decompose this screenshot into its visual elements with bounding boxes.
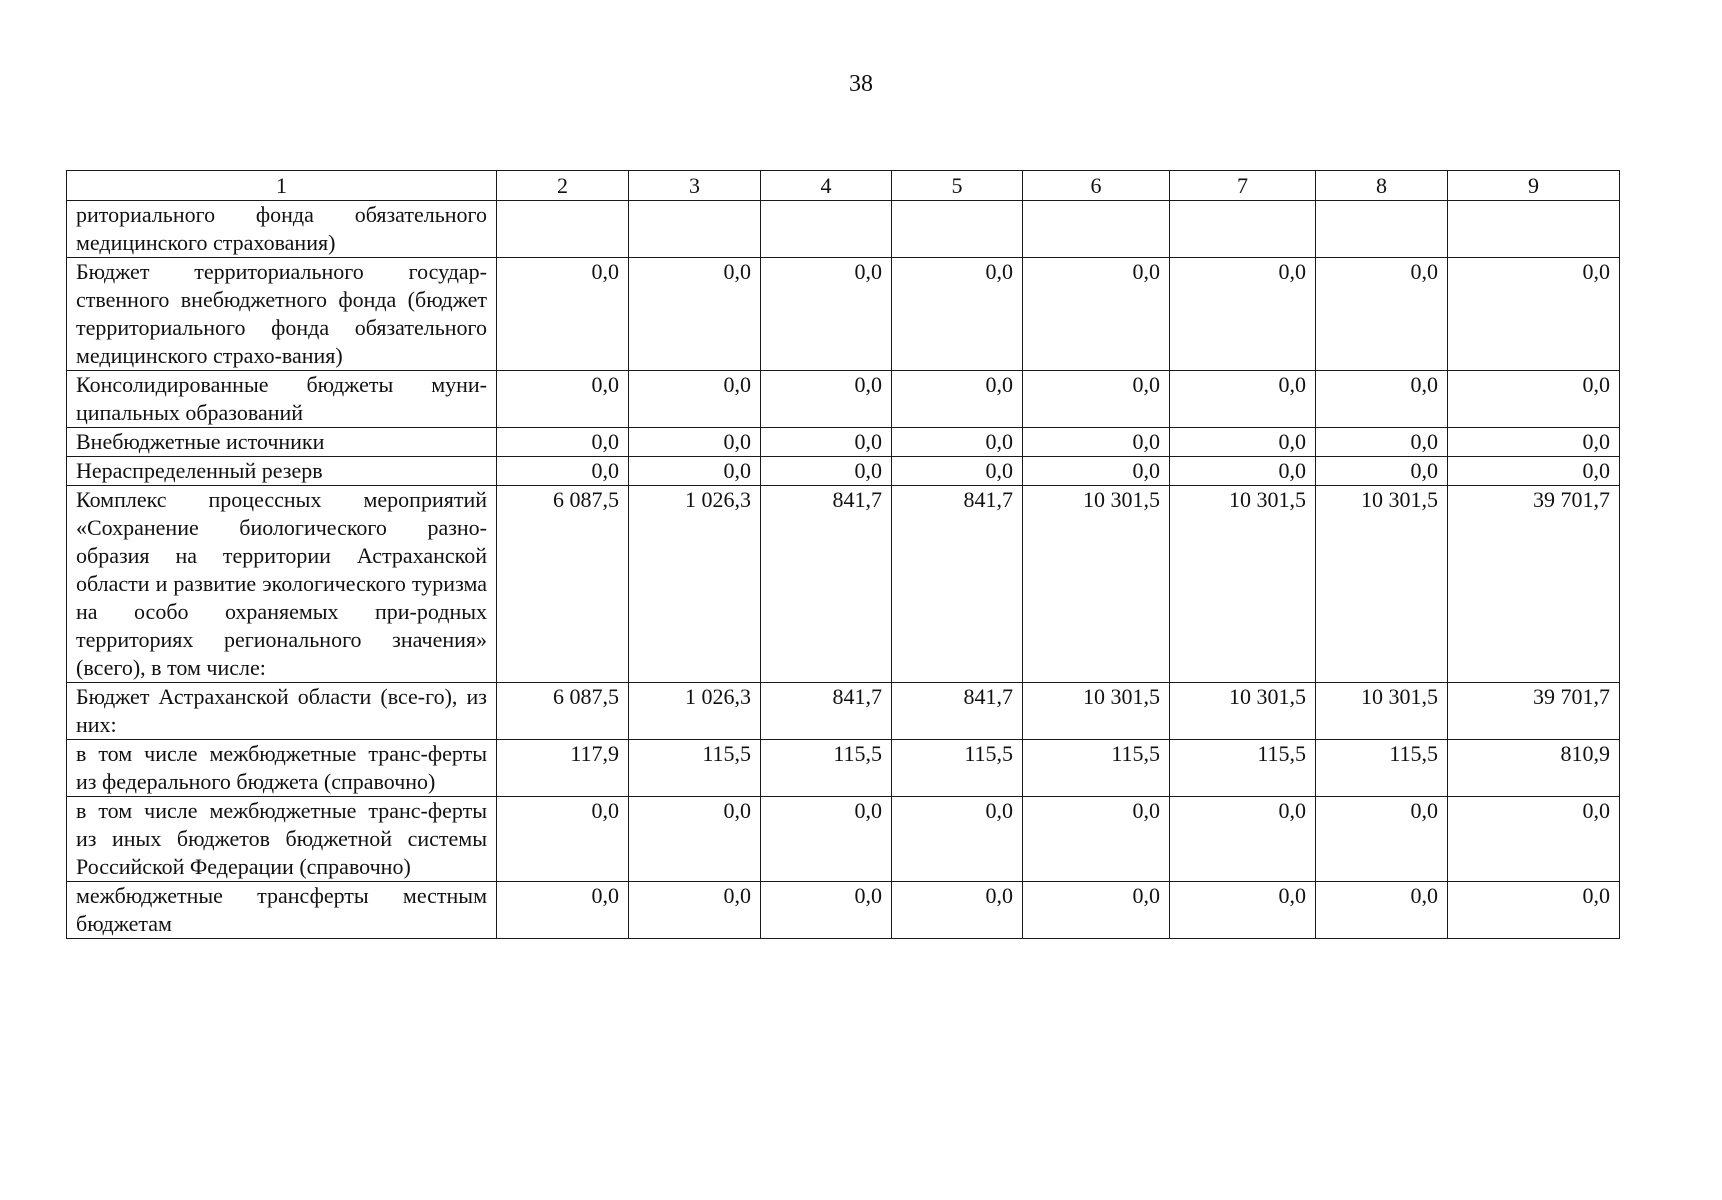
table-header-row [67, 171, 1620, 201]
table-row [67, 258, 1620, 371]
value-cell: 810,9 [1448, 740, 1620, 797]
value-cell [1023, 201, 1170, 258]
value-cell [1316, 201, 1448, 258]
value-cell: 0,0 [892, 882, 1023, 939]
value-cell: 0,0 [761, 882, 892, 939]
value-cell: 0,0 [761, 457, 892, 486]
value-cell: 1 026,3 [629, 683, 761, 740]
value-cell: 0,0 [629, 797, 761, 882]
row-label: в том числе межбюджетные транс-ферты из иных бюджетов бюджетной системы Российской Федерации (справочно) [67, 797, 497, 882]
value-cell: 10 301,5 [1023, 486, 1170, 683]
value-cell: 0,0 [497, 428, 629, 457]
column-header: 6 [1023, 171, 1170, 201]
value-cell: 39 701,7 [1448, 683, 1620, 740]
table-row [67, 486, 1620, 683]
column-header: 5 [892, 171, 1023, 201]
value-cell: 841,7 [892, 683, 1023, 740]
value-cell: 10 301,5 [1170, 683, 1316, 740]
column-header: 4 [761, 171, 892, 201]
value-cell: 0,0 [761, 797, 892, 882]
value-cell: 0,0 [629, 258, 761, 371]
row-label: Бюджет Астраханской области (все-го), из них: [67, 683, 497, 740]
column-header: 1 [67, 171, 497, 201]
value-cell: 6 087,5 [497, 683, 629, 740]
row-label: Бюджет территориального государ-ственного внебюджетного фонда (бюджет территориального фонда обязательного медицинского страхо-вания) [67, 258, 497, 371]
value-cell [761, 201, 892, 258]
value-cell: 0,0 [1448, 371, 1620, 428]
value-cell: 0,0 [761, 428, 892, 457]
value-cell: 115,5 [761, 740, 892, 797]
row-label: в том числе межбюджетные транс-ферты из федерального бюджета (справочно) [67, 740, 497, 797]
value-cell: 39 701,7 [1448, 486, 1620, 683]
row-label: Внебюджетные источники [67, 428, 497, 457]
table-row [67, 428, 1620, 457]
row-label: Нераспределенный резерв [67, 457, 497, 486]
value-cell [1170, 201, 1316, 258]
value-cell: 115,5 [629, 740, 761, 797]
value-cell: 0,0 [1316, 428, 1448, 457]
value-cell: 0,0 [761, 258, 892, 371]
value-cell: 0,0 [497, 797, 629, 882]
value-cell: 0,0 [1170, 457, 1316, 486]
value-cell: 0,0 [1170, 797, 1316, 882]
value-cell: 0,0 [1170, 428, 1316, 457]
value-cell: 0,0 [1023, 882, 1170, 939]
value-cell: 0,0 [629, 371, 761, 428]
value-cell: 841,7 [761, 683, 892, 740]
value-cell: 0,0 [1023, 428, 1170, 457]
value-cell: 1 026,3 [629, 486, 761, 683]
value-cell: 6 087,5 [497, 486, 629, 683]
value-cell: 0,0 [1170, 258, 1316, 371]
value-cell: 0,0 [1023, 797, 1170, 882]
value-cell: 10 301,5 [1023, 683, 1170, 740]
value-cell [892, 201, 1023, 258]
row-label: Консолидированные бюджеты муни-ципальных образований [67, 371, 497, 428]
value-cell: 0,0 [1448, 258, 1620, 371]
table-row [67, 371, 1620, 428]
value-cell: 0,0 [1170, 882, 1316, 939]
budget-table [66, 170, 1620, 939]
row-label: межбюджетные трансферты местным бюджетам [67, 882, 497, 939]
value-cell: 0,0 [892, 428, 1023, 457]
table-row [67, 457, 1620, 486]
value-cell: 0,0 [1316, 457, 1448, 486]
value-cell: 0,0 [1448, 457, 1620, 486]
value-cell: 0,0 [1023, 258, 1170, 371]
value-cell: 0,0 [629, 882, 761, 939]
value-cell: 115,5 [1023, 740, 1170, 797]
value-cell: 0,0 [1170, 371, 1316, 428]
value-cell: 0,0 [497, 371, 629, 428]
table-row [67, 882, 1620, 939]
value-cell: 10 301,5 [1170, 486, 1316, 683]
value-cell: 10 301,5 [1316, 486, 1448, 683]
value-cell: 0,0 [1023, 371, 1170, 428]
value-cell: 0,0 [892, 258, 1023, 371]
value-cell: 115,5 [1316, 740, 1448, 797]
value-cell: 0,0 [1316, 797, 1448, 882]
value-cell: 841,7 [892, 486, 1023, 683]
value-cell: 0,0 [892, 371, 1023, 428]
column-header: 7 [1170, 171, 1316, 201]
value-cell: 0,0 [497, 457, 629, 486]
column-header: 8 [1316, 171, 1448, 201]
value-cell: 115,5 [892, 740, 1023, 797]
value-cell: 0,0 [1448, 882, 1620, 939]
value-cell: 0,0 [629, 457, 761, 486]
value-cell: 0,0 [497, 258, 629, 371]
value-cell: 0,0 [1448, 797, 1620, 882]
value-cell: 0,0 [892, 797, 1023, 882]
value-cell [497, 201, 629, 258]
value-cell: 0,0 [497, 882, 629, 939]
column-header: 3 [629, 171, 761, 201]
value-cell: 0,0 [1316, 371, 1448, 428]
table-row [67, 683, 1620, 740]
row-label: Комплекс процессных мероприятий «Сохранение биологического разно-образия на территории Астраханской области и развитие экологического туризма на особо охраняемых при-родных территориях регионального значения» (всего), в том числе: [67, 486, 497, 683]
value-cell: 0,0 [1448, 428, 1620, 457]
value-cell: 0,0 [629, 428, 761, 457]
value-cell: 0,0 [892, 457, 1023, 486]
value-cell [629, 201, 761, 258]
table-row [67, 797, 1620, 882]
column-header: 2 [497, 171, 629, 201]
column-header: 9 [1448, 171, 1620, 201]
value-cell: 0,0 [1316, 258, 1448, 371]
table-row [67, 740, 1620, 797]
value-cell: 841,7 [761, 486, 892, 683]
table-row [67, 201, 1620, 258]
value-cell: 115,5 [1170, 740, 1316, 797]
value-cell: 10 301,5 [1316, 683, 1448, 740]
value-cell: 0,0 [761, 371, 892, 428]
value-cell: 0,0 [1023, 457, 1170, 486]
row-label: риториального фонда обязательного медицинского страхования) [67, 201, 497, 258]
value-cell: 0,0 [1316, 882, 1448, 939]
value-cell [1448, 201, 1620, 258]
value-cell: 117,9 [497, 740, 629, 797]
page-number: 38 [849, 71, 873, 97]
